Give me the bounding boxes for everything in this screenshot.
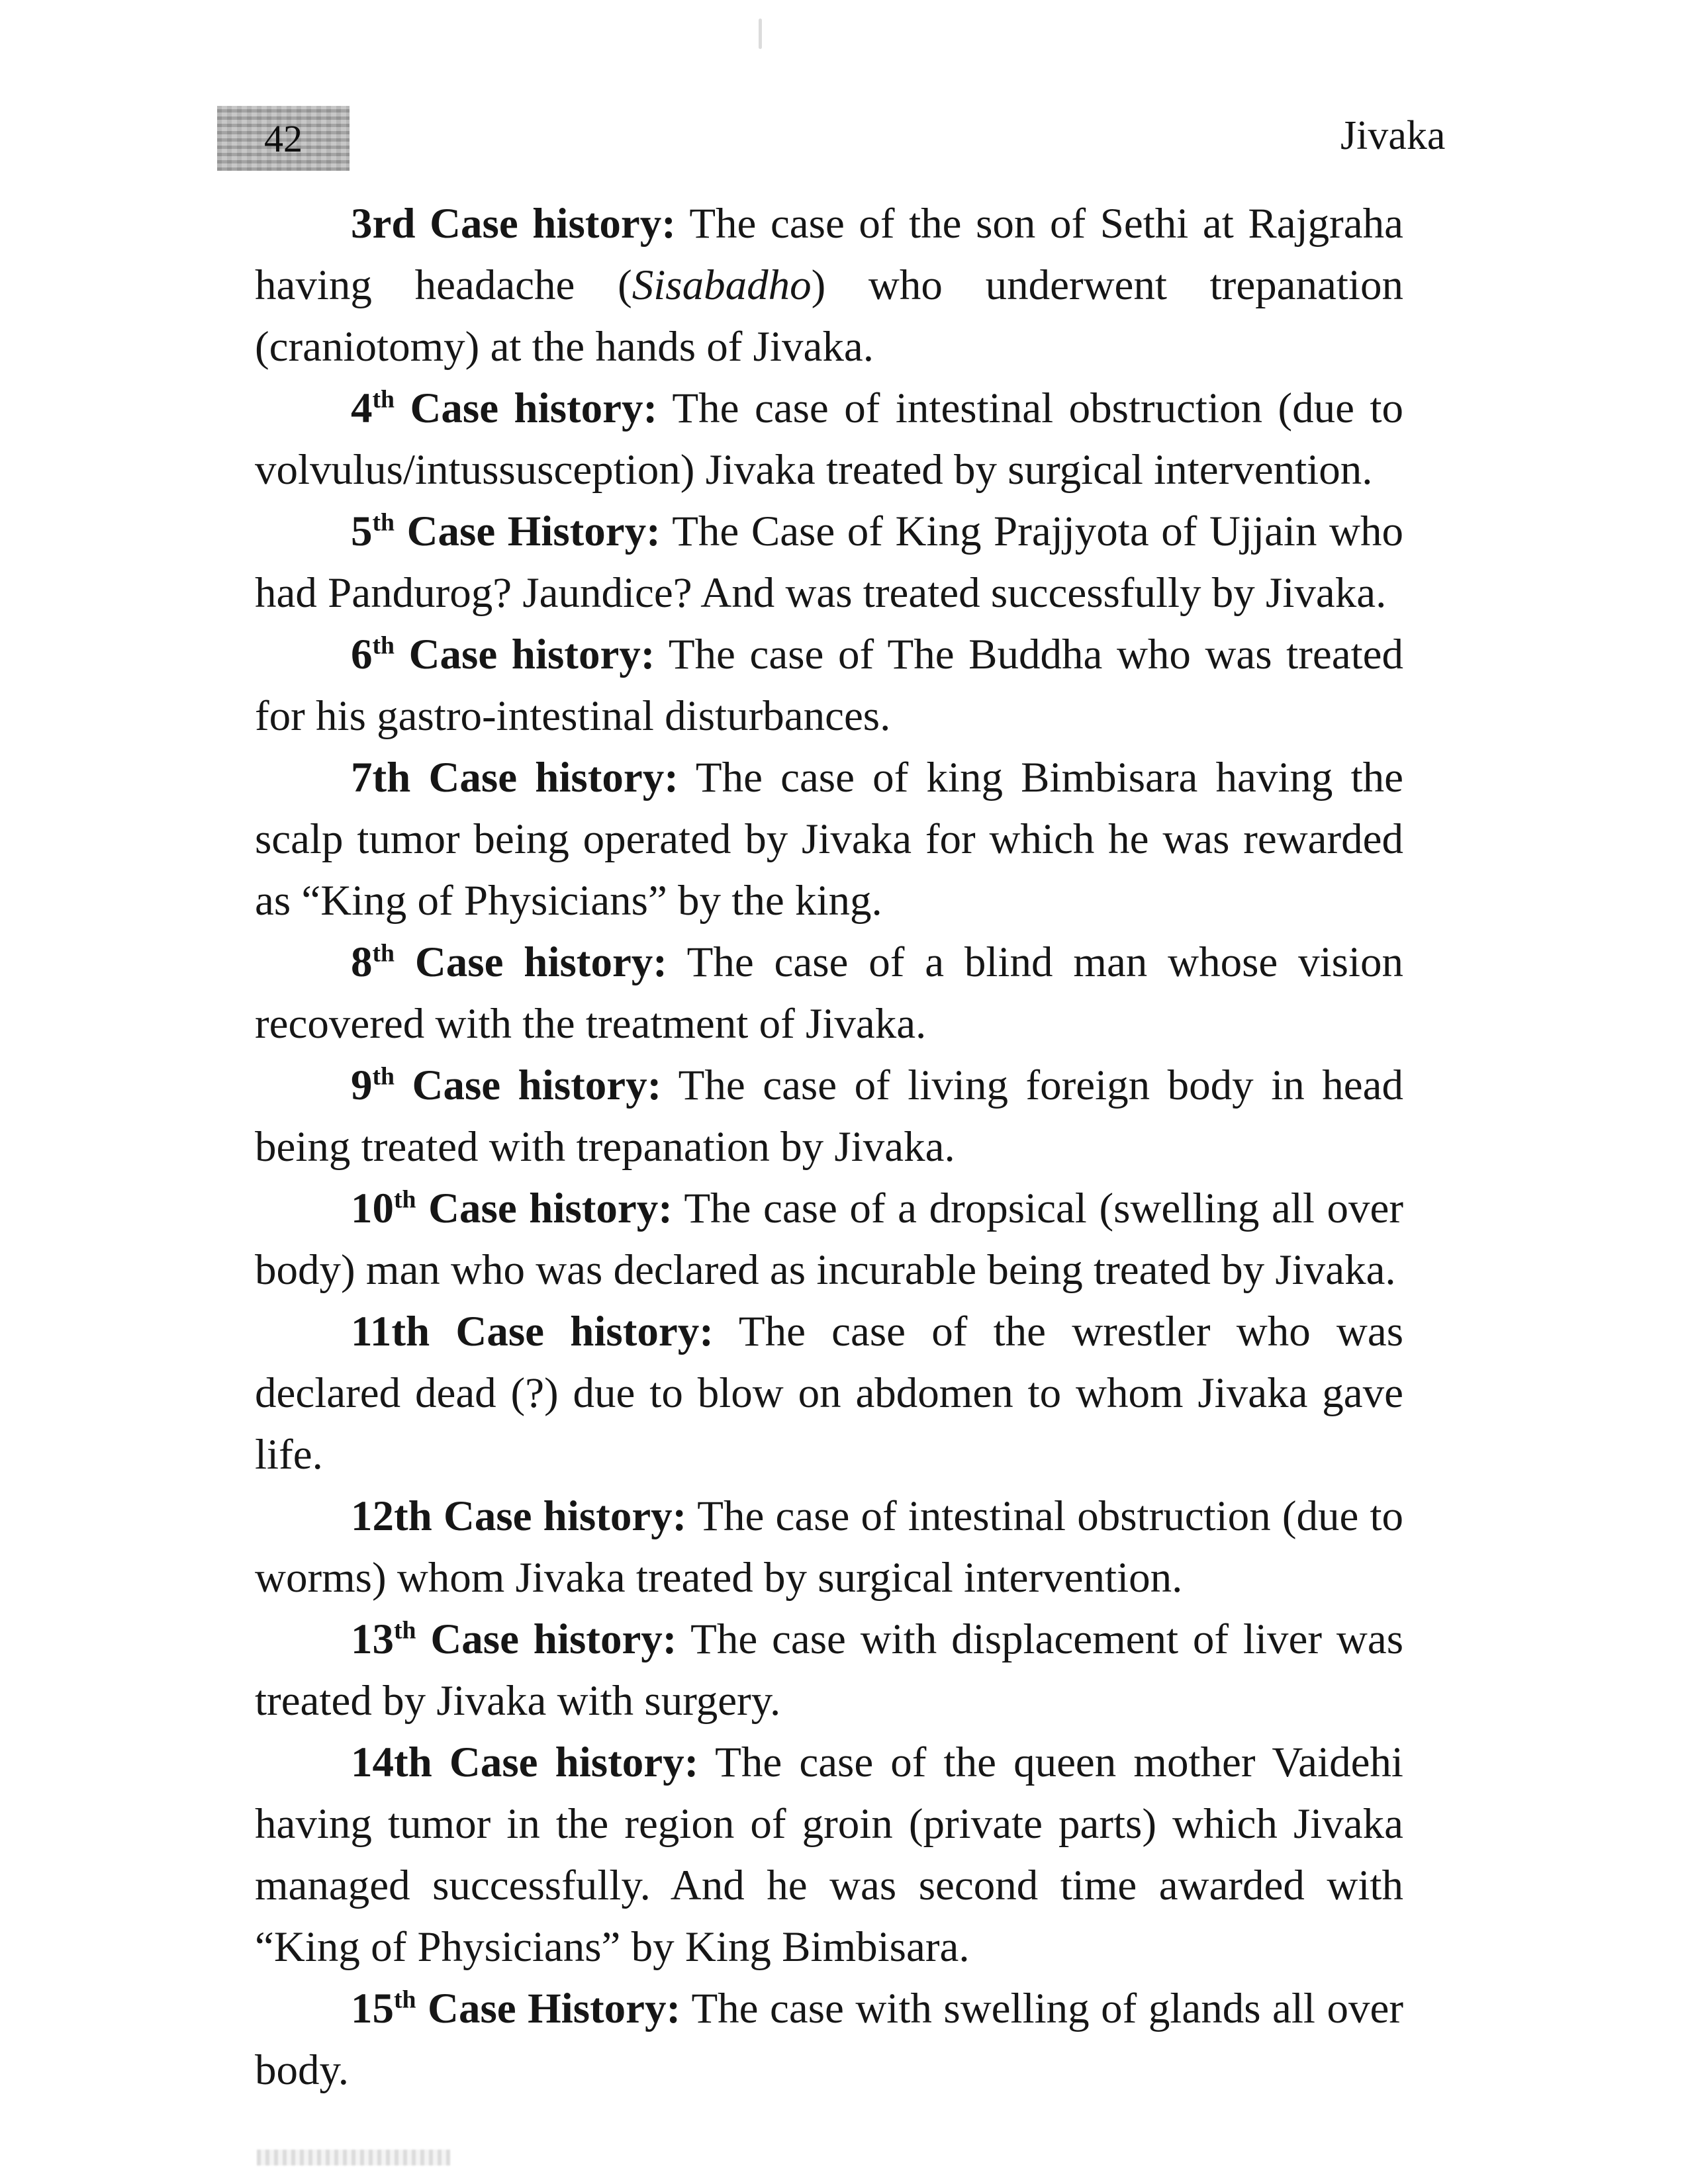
case-history-paragraph bbox=[255, 378, 1403, 501]
case-heading bbox=[351, 1308, 714, 1355]
case-history-paragraph bbox=[255, 501, 1403, 624]
case-history-paragraph bbox=[255, 624, 1403, 747]
case-history-paragraph bbox=[255, 1178, 1403, 1301]
case-heading-label: Case history: bbox=[432, 1492, 687, 1540]
case-number: 4 bbox=[351, 385, 373, 432]
case-heading-label: Case history: bbox=[395, 631, 655, 678]
case-heading bbox=[351, 385, 657, 432]
body-text bbox=[255, 193, 1403, 2101]
ordinal-suffix: th bbox=[372, 385, 395, 414]
case-history-paragraph bbox=[255, 932, 1403, 1055]
case-number: 11th bbox=[351, 1308, 430, 1355]
case-text: The case of intestinal obstruction (due to worms) whom Jivaka treated by surgical intervention. bbox=[255, 1492, 1404, 1602]
case-number: 7th bbox=[351, 754, 411, 801]
case-text-continued: ) who underwent trepanation (craniotomy) at the hands of Jivaka. bbox=[255, 261, 1403, 371]
case-heading-label: Case history: bbox=[415, 200, 676, 248]
case-text-italic-term: Sisabadho bbox=[632, 261, 812, 309]
scan-artifact-tick bbox=[759, 19, 762, 49]
case-number: 15 bbox=[351, 1985, 394, 2032]
case-heading bbox=[351, 1185, 673, 1232]
case-number: 3rd bbox=[351, 200, 416, 248]
case-number: 5 bbox=[351, 508, 373, 555]
case-text: The case of The Buddha who was treated for his gastro-intestinal disturbances. bbox=[255, 631, 1403, 740]
case-text: The case of intestinal obstruction (due to volvulus/intussusception) Jivaka treated by surgical intervention. bbox=[255, 385, 1404, 494]
case-heading-label: Case history: bbox=[416, 1615, 677, 1663]
case-history-paragraph bbox=[255, 1732, 1403, 1978]
case-heading-label: Case history: bbox=[395, 385, 658, 432]
case-heading-label: Case History: bbox=[395, 508, 661, 555]
case-text: The case of the son of Sethi at Rajgraha having headache ( bbox=[255, 200, 1404, 309]
case-number: 9 bbox=[351, 1062, 373, 1109]
case-text: The Case of King Prajjyota of Ujjain who had Pandurog? Jaundice? And was treated successfully by Jivaka. bbox=[255, 508, 1403, 617]
case-heading-label: Case history: bbox=[395, 938, 667, 986]
case-heading bbox=[351, 200, 676, 248]
case-history-paragraph bbox=[255, 747, 1403, 932]
case-history-paragraph bbox=[255, 1055, 1403, 1178]
case-text: The case of a blind man whose vision recovered with the treatment of Jivaka. bbox=[255, 938, 1404, 1048]
ordinal-suffix: th bbox=[394, 1616, 416, 1645]
case-heading-label: Case history: bbox=[416, 1185, 673, 1232]
running-header-title: Jivaka bbox=[1340, 113, 1446, 158]
case-history-paragraph bbox=[255, 1978, 1403, 2101]
case-heading-label: Case history: bbox=[432, 1739, 699, 1786]
scan-artifact-smudge bbox=[257, 2150, 450, 2165]
case-text: The case with displacement of liver was treated by Jivaka with surgery. bbox=[255, 1615, 1403, 1725]
case-history-paragraph bbox=[255, 1301, 1403, 1486]
case-number: 10 bbox=[351, 1185, 394, 1232]
case-number: 6 bbox=[351, 631, 373, 678]
case-text: The case of king Bimbisara having the scalp tumor being operated by Jivaka for which he was rewarded as “King of Physicians” by the king. bbox=[255, 754, 1403, 925]
case-number: 14th bbox=[351, 1739, 432, 1786]
case-heading-label: Case History: bbox=[416, 1985, 681, 2032]
case-heading bbox=[351, 754, 679, 801]
case-heading bbox=[351, 1492, 686, 1540]
ordinal-suffix: th bbox=[372, 1062, 395, 1091]
case-heading bbox=[351, 1062, 661, 1109]
ordinal-suffix: th bbox=[394, 1985, 416, 2014]
ordinal-suffix: th bbox=[372, 508, 395, 537]
case-heading-label: Case history: bbox=[430, 1308, 714, 1355]
case-number: 8 bbox=[351, 938, 373, 986]
case-text: The case of living foreign body in head being treated with trepanation by Jivaka. bbox=[255, 1062, 1403, 1171]
page-number: 42 bbox=[264, 116, 303, 160]
case-text: The case with swelling of glands all over body. bbox=[255, 1985, 1403, 2094]
case-history-paragraph bbox=[255, 193, 1403, 378]
ordinal-suffix: th bbox=[372, 631, 395, 660]
case-heading bbox=[351, 938, 667, 986]
case-heading-label: Case history: bbox=[410, 754, 679, 801]
case-text: The case of the wrestler who was declared dead (?) due to blow on abdomen to whom Jivaka gave life. bbox=[255, 1308, 1403, 1479]
case-number: 12th bbox=[351, 1492, 432, 1540]
case-heading bbox=[351, 1985, 680, 2032]
case-text: The case of a dropsical (swelling all over body) man who was declared as incurable being treated by Jivaka. bbox=[255, 1185, 1404, 1294]
case-heading bbox=[351, 1739, 698, 1786]
case-heading-label: Case history: bbox=[395, 1062, 662, 1109]
ordinal-suffix: th bbox=[372, 939, 395, 968]
case-history-paragraph bbox=[255, 1486, 1403, 1609]
ordinal-suffix: th bbox=[394, 1185, 416, 1214]
case-heading bbox=[351, 631, 655, 678]
case-heading bbox=[351, 508, 661, 555]
case-heading bbox=[351, 1615, 677, 1663]
case-number: 13 bbox=[351, 1615, 394, 1663]
case-history-paragraph bbox=[255, 1609, 1403, 1732]
case-text: The case of the queen mother Vaidehi having tumor in the region of groin (private parts) which Jivaka managed successfully. And he was second time awarded with “King of Physicians” by King Bimbisara. bbox=[255, 1739, 1403, 1971]
page-number-box bbox=[217, 106, 350, 171]
